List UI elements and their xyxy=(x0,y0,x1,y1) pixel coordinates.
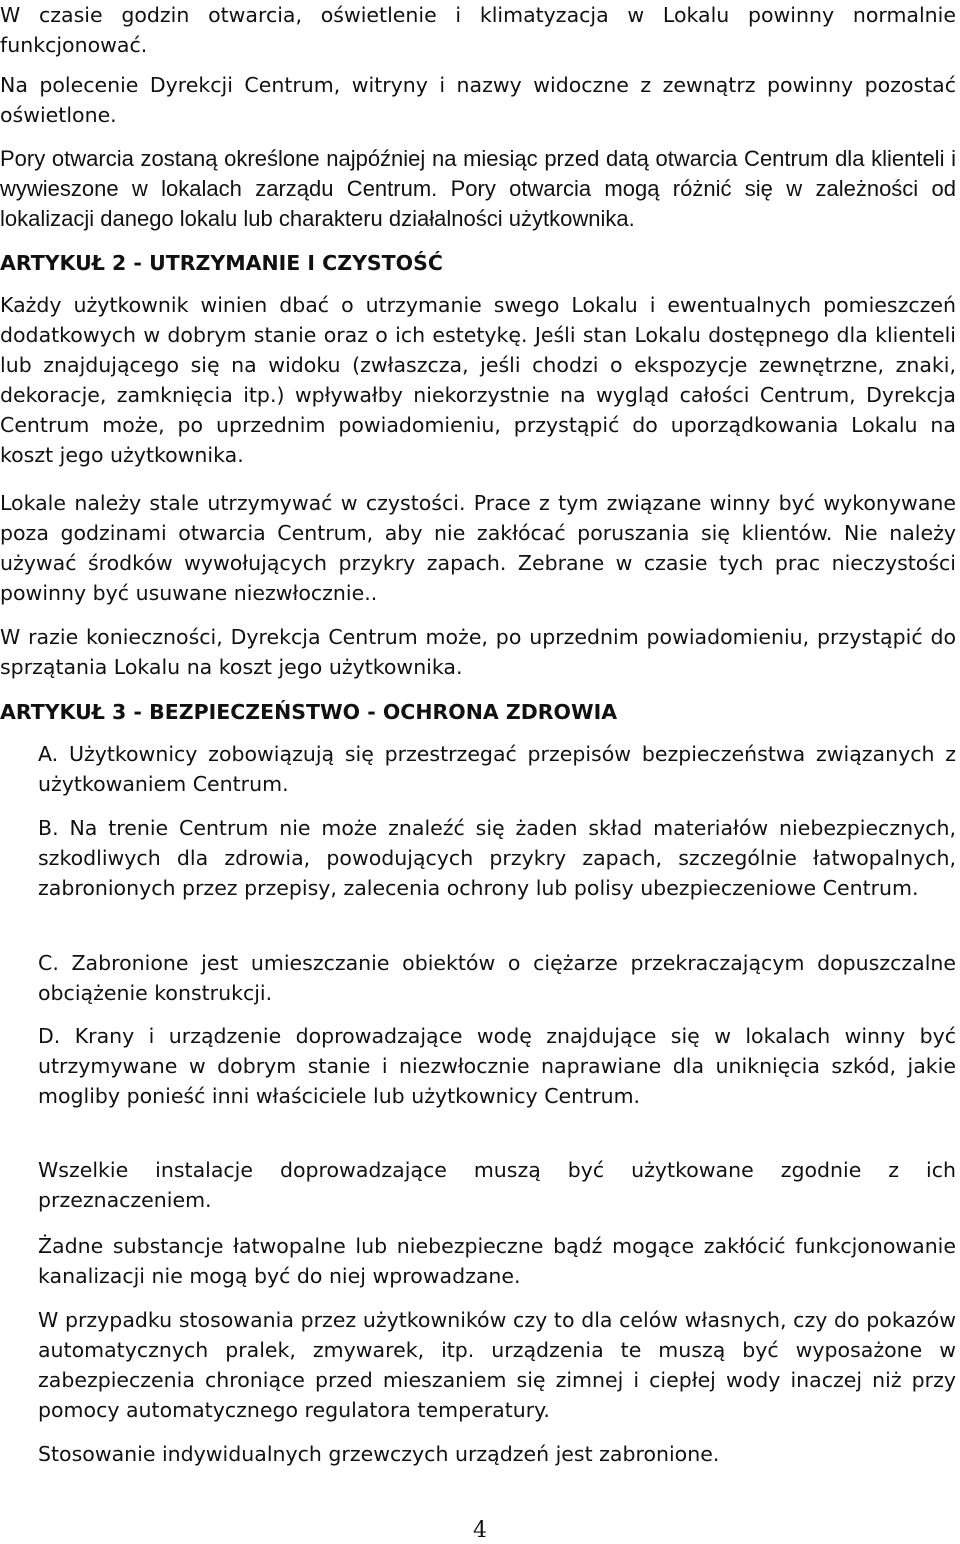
article-3-paragraph-appliances: W przypadku stosowania przez użytkowników czy to dla celów własnych, czy do pokazów automatycznych pralek, zmywarek, itp. urządzenia te muszą być wyposażone w zabezpieczenia chroniące przed mieszaniem się zimnej i ciepłej wody inaczej niż przy pomocy automatycznego regulatora temperatury. xyxy=(38,1308,956,1422)
article-2-heading: ARTYKUŁ 2 - UTRZYMANIE I CZYSTOŚĆ xyxy=(0,251,443,275)
article-2-paragraph-maintenance: Każdy użytkownik winien dbać o utrzymanie swego Lokalu i ewentualnych pomieszczeń dodatkowych w dobrym stanie oraz o ich estetykę. Jeśli stan Lokalu dostępnego dla klienteli lub znajdującego się na widoku (zwłaszcza, jeśli chodzi o ekspozycje zewnętrzne, znaki, dekoracje, zamknięcia itp.) wpływałby niekorzystnie na wygląd całości Centrum, Dyrekcja Centrum może, po uprzednim powiadomieniu, przystąpić do uporządkowania Lokalu na koszt jego użytkownika. xyxy=(0,293,956,467)
article-2-paragraph-cleanliness: Lokale należy stale utrzymywać w czystości. Prace z tym związane winny być wykonywane poza godzinami otwarcia Centrum, aby nie zakłócać poruszania się klientów. Nie należy używać środków wywołujących przykry zapach. Zebrane w czasie tych prac nieczystości powinny być usuwane niezwłocznie.. xyxy=(0,491,956,605)
article-3-item-b: B. Na trenie Centrum nie może znaleźć się żaden skład materiałów niebezpiecznych, szkodliwych dla zdrowia, powodujących przykry zapach, szczególnie łatwopalnych, zabronionych przez przepisy, zalecenia ochrony lub polisy ubezpieczeniowe Centrum. xyxy=(38,816,956,900)
page-number: 4 xyxy=(473,1518,487,1543)
article-3-item-d: D. Krany i urządzenie doprowadzające wodę znajdujące się w lokalach winny być utrzymywane w dobrym stanie i niezwłocznie naprawiane dla uniknięcia szkód, jakie mogliby ponieść inni właściciele lub użytkownicy Centrum. xyxy=(38,1024,956,1108)
paragraph-lighting: W czasie godzin otwarcia, oświetlenie i klimatyzacja w Lokalu powinny normalnie funkcjonować. xyxy=(0,3,956,57)
article-3-item-c: C. Zabronione jest umieszczanie obiektów o ciężarze przekraczającym dopuszczalne obciążenie konstrukcji. xyxy=(38,951,956,1005)
article-3-paragraph-heating: Stosowanie indywidualnych grzewczych urządzeń jest zabronione. xyxy=(38,1442,720,1466)
paragraph-opening-hours: Pory otwarcia zostaną określone najpóźniej na miesiąc przed datą otwarcia Centrum dla klienteli i wywieszone w lokalach zarządu Centrum. Pory otwarcia mogą różnić się w zależności od lokalizacji danego lokalu lub charakteru działalności użytkownika. xyxy=(0,146,956,231)
article-3-paragraph-installations: Wszelkie instalacje doprowadzające muszą być użytkowane zgodnie z ich przeznaczeniem. xyxy=(38,1158,956,1212)
article-3-item-a: A. Użytkownicy zobowiązują się przestrzegać przepisów bezpieczeństwa związanych z użytkowaniem Centrum. xyxy=(38,742,956,796)
article-2-paragraph-cleaning: W razie konieczności, Dyrekcja Centrum może, po uprzednim powiadomieniu, przystąpić do sprzątania Lokalu na koszt jego użytkownika. xyxy=(0,625,956,679)
article-3-paragraph-substances: Żadne substancje łatwopalne lub niebezpieczne bądź mogące zakłócić funkcjonowanie kanalizacji nie mogą być do niej wprowadzane. xyxy=(38,1234,956,1288)
article-3-heading: ARTYKUŁ 3 - BEZPIECZEŃSTWO - OCHRONA ZDROWIA xyxy=(0,700,618,724)
paragraph-shop-windows: Na polecenie Dyrekcji Centrum, witryny i nazwy widoczne z zewnątrz powinny pozostać oświetlone. xyxy=(0,73,956,127)
